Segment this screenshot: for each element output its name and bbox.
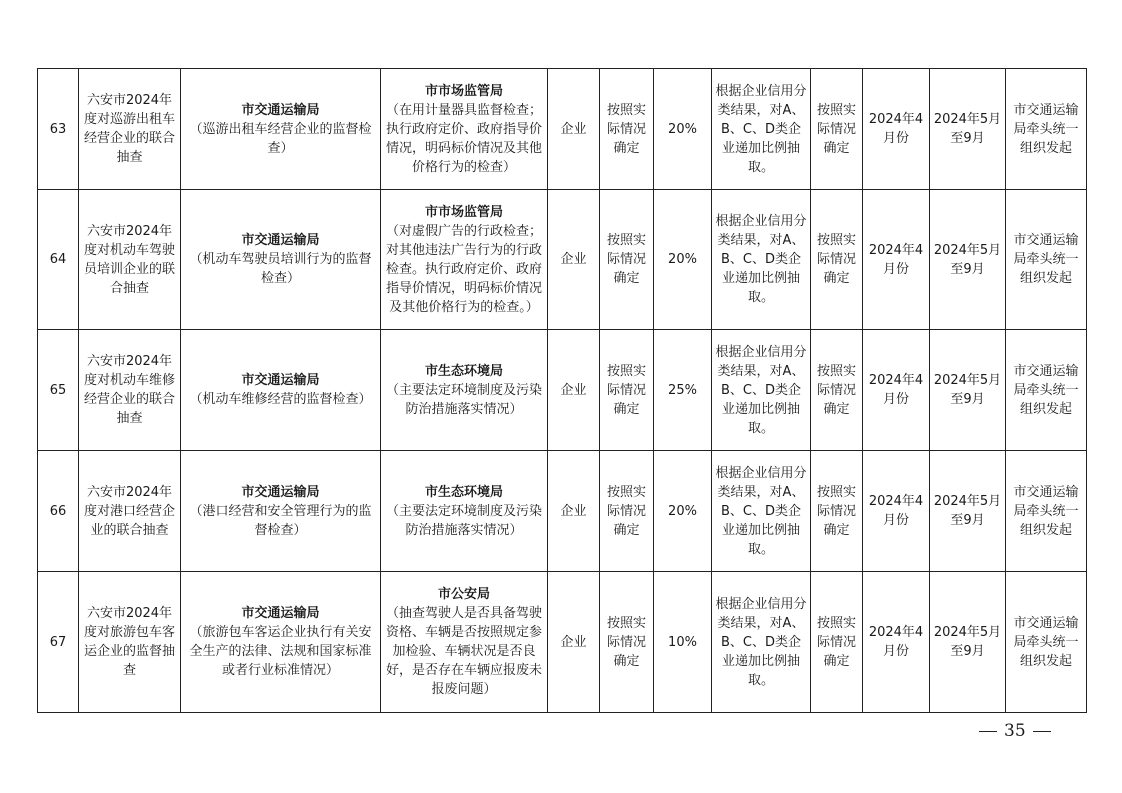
coop-scope: （对虚假广告的行政检查；对其他违法广告行为的行政检查。执行政府定价、政府指导价情况，明码标价情况及其他价格行为的检查。）: [385, 223, 542, 315]
start-time: 2024年4月份: [863, 572, 930, 713]
dash-right: [1033, 731, 1051, 732]
inspection-quantity: 按照实际情况确定: [600, 190, 654, 330]
lead-scope: （机动车驾驶员培训行为的监督检查）: [189, 252, 372, 286]
coop-department-cell: [381, 330, 548, 451]
coop-department: 市市场监管局: [424, 204, 503, 220]
sampling-method: 根据企业信用分类结果，对A、B、C、D类企业递加比例抽取。: [712, 330, 811, 451]
lead-department-cell: [181, 69, 381, 190]
table-row: [38, 330, 1087, 451]
task-name: 六安市2024年度对旅游包车客运企业的监督抽查: [79, 572, 181, 713]
inspection-ratio: 20%: [654, 190, 712, 330]
lead-scope: （旅游包车客运企业执行有关安全生产的法律、法规和国家标准或者行业标准情况）: [189, 625, 372, 678]
lead-department-cell: [181, 451, 381, 572]
start-time: 2024年4月份: [863, 330, 930, 451]
inspection-quantity: 按照实际情况确定: [600, 69, 654, 190]
sampling-method: 根据企业信用分类结果，对A、B、C、D类企业递加比例抽取。: [712, 451, 811, 572]
coop-scope: （主要法定环境制度及污染防治措施落实情况）: [385, 382, 542, 417]
task-name: 六安市2024年度对机动车驾驶员培训企业的联合抽查: [79, 190, 181, 330]
coop-department: 市公安局: [437, 587, 490, 602]
inspection-frequency: 按照实际情况确定: [811, 451, 863, 572]
remark: 市交通运输局牵头统一组织发起: [1006, 451, 1087, 572]
inspection-object: 企业: [548, 69, 600, 190]
task-name: 六安市2024年度对港口经营企业的联合抽查: [79, 451, 181, 572]
inspection-ratio: 20%: [654, 69, 712, 190]
inspection-period: 2024年5月至9月: [930, 69, 1006, 190]
start-time: 2024年4月份: [863, 451, 930, 572]
remark: 市交通运输局牵头统一组织发起: [1006, 190, 1087, 330]
start-time: 2024年4月份: [863, 190, 930, 330]
inspection-ratio: 20%: [654, 451, 712, 572]
coop-department-cell: [381, 572, 548, 713]
inspection-frequency: 按照实际情况确定: [811, 572, 863, 713]
inspection-frequency: 按照实际情况确定: [811, 330, 863, 451]
lead-scope: （港口经营和安全管理行为的监督检查）: [189, 503, 372, 538]
remark: 市交通运输局牵头统一组织发起: [1006, 330, 1087, 451]
lead-scope: （机动车维修经营的监督检查）: [189, 392, 372, 407]
inspection-frequency: 按照实际情况确定: [811, 190, 863, 330]
inspection-period: 2024年5月至9月: [930, 330, 1006, 451]
lead-department: 市交通运输局: [241, 484, 320, 500]
lead-department: 市交通运输局: [241, 233, 320, 248]
row-number: 65: [38, 330, 79, 451]
inspection-quantity: 按照实际情况确定: [600, 330, 654, 451]
coop-department-cell: [381, 69, 548, 190]
remark: 市交通运输局牵头统一组织发起: [1006, 69, 1087, 190]
remark: 市交通运输局牵头统一组织发起: [1006, 572, 1087, 713]
coop-department: 市生态环境局: [424, 484, 503, 500]
inspection-object: 企业: [548, 572, 600, 713]
inspection-schedule-table: [37, 68, 1087, 713]
sampling-method: 根据企业信用分类结果，对A、B、C、D类企业递加比例抽取。: [712, 69, 811, 190]
inspection-ratio: 10%: [654, 572, 712, 713]
coop-department-cell: [381, 451, 548, 572]
coop-department: 市生态环境局: [424, 363, 503, 379]
page-number-text: 35: [1004, 721, 1026, 741]
task-name: 六安市2024年度对机动车维修经营企业的联合抽查: [79, 330, 181, 451]
table-row: [38, 451, 1087, 572]
inspection-period: 2024年5月至9月: [930, 572, 1006, 713]
page-number: [972, 721, 1058, 741]
inspection-frequency: 按照实际情况确定: [811, 69, 863, 190]
table-row: [38, 69, 1087, 190]
row-number: 64: [38, 190, 79, 330]
lead-department: 市交通运输局: [241, 102, 320, 118]
inspection-period: 2024年5月至9月: [930, 190, 1006, 330]
table-row: [38, 190, 1087, 330]
inspection-ratio: 25%: [654, 330, 712, 451]
sampling-method: 根据企业信用分类结果，对A、B、C、D类企业递加比例抽取。: [712, 190, 811, 330]
dash-left: [979, 731, 997, 732]
lead-scope: （巡游出租车经营企业的监督检查）: [189, 121, 372, 156]
row-number: 67: [38, 572, 79, 713]
table-row: [38, 572, 1087, 713]
lead-department: 市交通运输局: [241, 606, 320, 621]
inspection-object: 企业: [548, 330, 600, 451]
lead-department-cell: [181, 330, 381, 451]
inspection-period: 2024年5月至9月: [930, 451, 1006, 572]
inspection-object: 企业: [548, 190, 600, 330]
inspection-quantity: 按照实际情况确定: [600, 451, 654, 572]
lead-department-cell: [181, 572, 381, 713]
coop-scope: （主要法定环境制度及污染防治措施落实情况）: [385, 503, 542, 538]
coop-scope: （抽查驾驶人是否具备驾驶资格、车辆是否按照规定参加检验、车辆状况是否良好，是否存在车辆应报废未报废问题）: [385, 606, 542, 697]
sampling-method: 根据企业信用分类结果，对A、B、C、D类企业递加比例抽取。: [712, 572, 811, 713]
inspection-quantity: 按照实际情况确定: [600, 572, 654, 713]
row-number: 63: [38, 69, 79, 190]
lead-department: 市交通运输局: [241, 373, 320, 388]
coop-department: 市市场监管局: [424, 83, 503, 99]
lead-department-cell: [181, 190, 381, 330]
inspection-object: 企业: [548, 451, 600, 572]
coop-scope: （在用计量器具监督检查；执行政府定价、政府指导价情况，明码标价情况及其他价格行为的检查）: [385, 102, 542, 175]
coop-department-cell: [381, 190, 548, 330]
row-number: 66: [38, 451, 79, 572]
task-name: 六安市2024年度对巡游出租车经营企业的联合抽查: [79, 69, 181, 190]
start-time: 2024年4月份: [863, 69, 930, 190]
